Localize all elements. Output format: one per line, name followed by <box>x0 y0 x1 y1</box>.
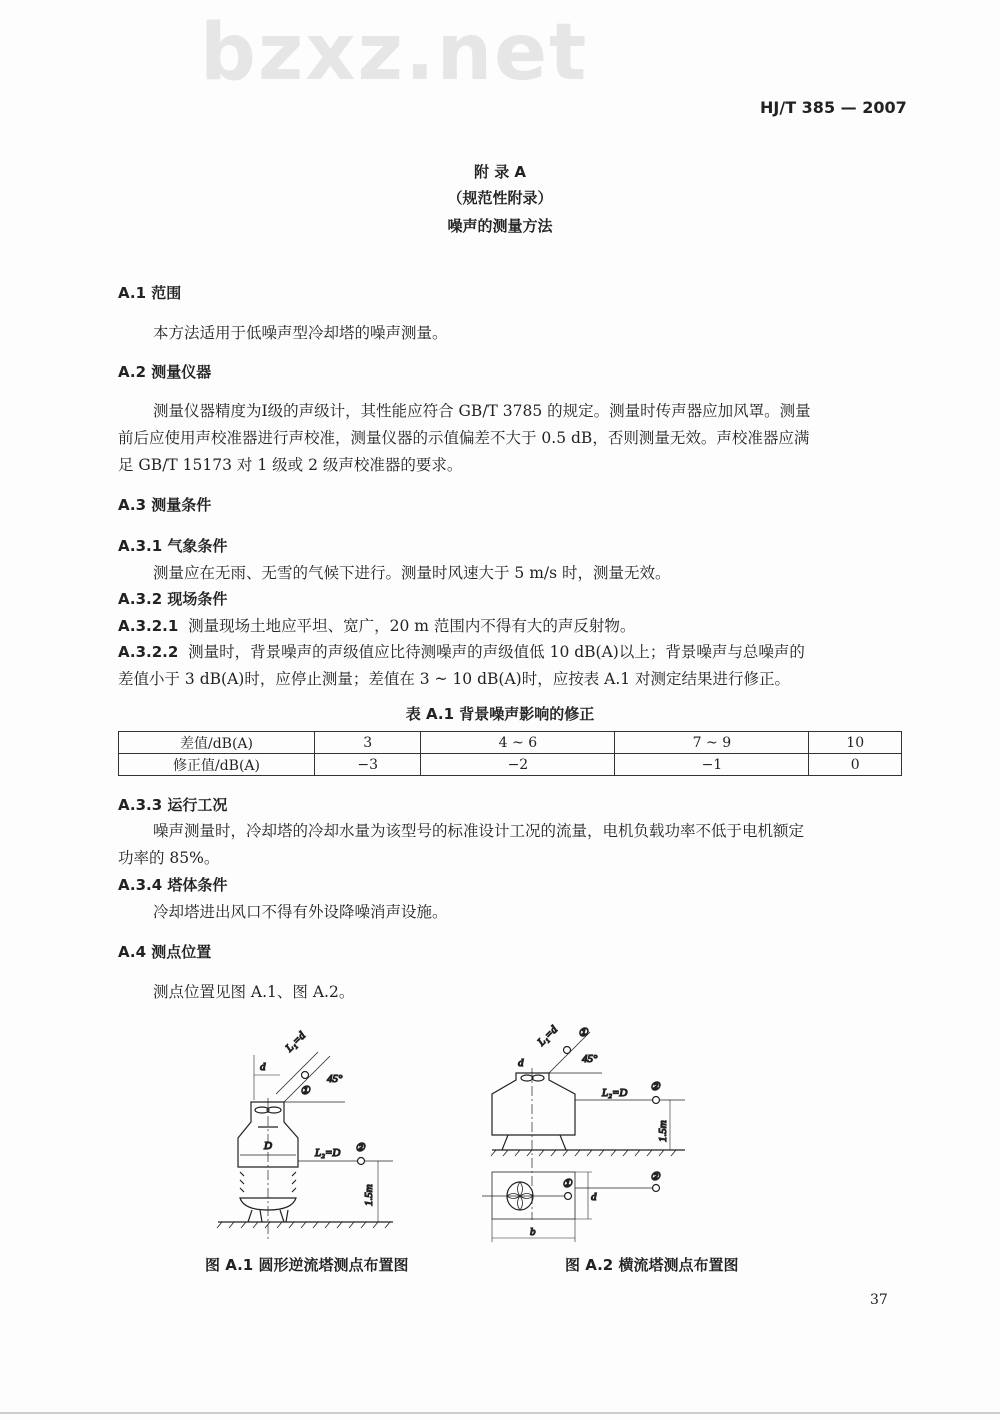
label-d-top: d <box>518 1057 524 1069</box>
para-a322 <box>118 642 805 662</box>
correction-table <box>118 731 902 776</box>
label-d: d <box>260 1061 266 1073</box>
page-number: 37 <box>870 1292 888 1308</box>
figure-a2-diagram <box>480 1020 700 1245</box>
label-angle: 45° <box>327 1073 343 1085</box>
label-l2: L₂=D <box>602 1087 628 1099</box>
point-2-plan-label: ② <box>650 1171 660 1183</box>
para-a31: 测量应在无雨、无雪的气候下进行。测量时风速大于 5 m/s 时，测量无效。 <box>153 564 671 582</box>
table-caption: 表 A.1 背景噪声影响的修正 <box>405 705 595 723</box>
point-2-label: ② <box>650 1081 660 1093</box>
heading-a2: A.2 测量仪器 <box>118 363 212 381</box>
label-d: d <box>591 1191 597 1203</box>
page-edge <box>0 1412 1000 1414</box>
watermark: bzxz.net <box>200 8 589 98</box>
label-l1: L₁=d <box>535 1023 561 1049</box>
point-2-label: ② <box>355 1142 365 1154</box>
table-cell: −1 <box>615 754 809 776</box>
para-a4: 测点位置见图 A.1、图 A.2。 <box>153 983 355 1001</box>
figure-a1-caption: 图 A.1 圆形逆流塔测点布置图 <box>205 1256 409 1274</box>
clause-number: A.3.2.2 <box>118 643 179 661</box>
table-row <box>119 732 902 754</box>
appendix-nature: （规范性附录） <box>447 189 553 207</box>
table-row <box>119 754 902 776</box>
label-l2: L₂=D <box>315 1147 341 1159</box>
point-1-label: ① <box>300 1085 310 1097</box>
label-height: 1.5m <box>363 1184 375 1206</box>
para-a1: 本方法适用于低噪声型冷却塔的噪声测量。 <box>153 324 448 342</box>
label-height: 1.5m <box>657 1120 669 1142</box>
para-a34: 冷却塔进出风口不得有外设降噪消声设施。 <box>153 903 448 921</box>
clause-text: 测量时，背景噪声的声级值应比待测噪声的声级值低 10 dB(A)以上；背景噪声与总噪声的 <box>188 643 805 661</box>
para-a321 <box>118 616 635 636</box>
label-angle: 45° <box>582 1053 598 1065</box>
heading-a31: A.3.1 气象条件 <box>118 537 228 555</box>
table-cell: −3 <box>315 754 421 776</box>
clause-number: A.3.2.1 <box>118 617 179 635</box>
table-cell: 10 <box>809 732 902 754</box>
appendix-label: 附 录 A <box>473 163 527 181</box>
label-D: D <box>264 1140 272 1152</box>
table-cell: 0 <box>809 754 902 776</box>
para-a2-line: 测量仪器精度为Ⅰ级的声级计，其性能应符合 GB/T 3785 的规定。测量时传声器应加风罩。测量 <box>153 402 811 420</box>
para-a2-line: 足 GB/T 15173 对 1 级或 2 级声校准器的要求。 <box>118 456 463 474</box>
point-1-label: ① <box>578 1027 588 1039</box>
heading-a4: A.4 测点位置 <box>118 943 212 961</box>
heading-a32: A.3.2 现场条件 <box>118 590 228 608</box>
para-a322-line2: 差值小于 3 dB(A)时，应停止测量；差值在 3 ~ 10 dB(A)时，应按表 A.1 对测定结果进行修正。 <box>118 670 791 688</box>
table-cell: 差值/dB(A) <box>119 732 315 754</box>
table-cell: −2 <box>421 754 615 776</box>
heading-a33: A.3.3 运行工况 <box>118 796 228 814</box>
para-a2-line: 前后应使用声校准器进行声校准，测量仪器的示值偏差不大于 0.5 dB，否则测量无效。声校准器应满 <box>118 429 810 447</box>
point-1-plan-label: ① <box>562 1178 572 1190</box>
table-cell: 3 <box>315 732 421 754</box>
para-a33: 噪声测量时，冷却塔的冷却水量为该型号的标准设计工况的流量，电机负载功率不低于电机额定 <box>153 822 805 840</box>
appendix-title: 噪声的测量方法 <box>447 217 553 235</box>
heading-a1: A.1 范围 <box>118 284 182 302</box>
table-cell: 修正值/dB(A) <box>119 754 315 776</box>
label-l1: L₁=d <box>283 1029 309 1055</box>
heading-a34: A.3.4 塔体条件 <box>118 876 228 894</box>
figure-a2-caption: 图 A.2 横流塔测点布置图 <box>565 1256 739 1274</box>
label-b: b <box>530 1226 536 1238</box>
heading-a3: A.3 测量条件 <box>118 496 212 514</box>
para-a33-line2: 功率的 85%。 <box>118 849 220 867</box>
clause-text: 测量现场土地应平坦、宽广，20 m 范围内不得有大的声反射物。 <box>188 617 636 635</box>
standard-number: HJ/T 385 — 2007 <box>760 98 907 117</box>
table-cell: 7 ~ 9 <box>615 732 809 754</box>
figure-a1-diagram <box>200 1020 410 1255</box>
table-cell: 4 ~ 6 <box>421 732 615 754</box>
